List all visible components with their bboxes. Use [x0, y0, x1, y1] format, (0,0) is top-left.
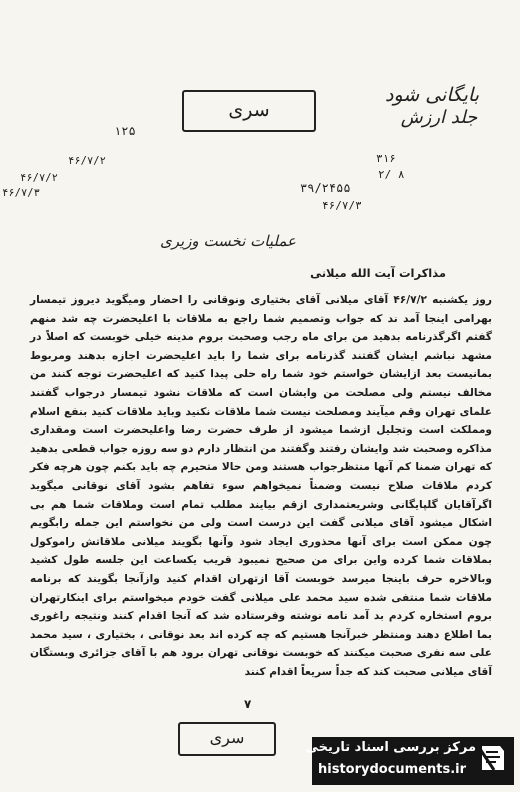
registration-number: ۳۹/۲۴۵۵ — [300, 181, 351, 195]
watermark-banner — [305, 737, 514, 785]
watermark-url: historydocuments.ir — [318, 762, 467, 777]
registration-date: ۴۶/۷/۳ — [322, 199, 362, 212]
handwritten-recipient: عملیات نخست وزیری — [160, 232, 296, 250]
archive-logo-icon — [478, 743, 506, 773]
date-line-2: ۴۶/۷/۲ — [20, 172, 58, 184]
handwritten-note-line-2: جلد ارزش — [400, 107, 478, 128]
date-line-3: ۴۶/۷/۳ — [2, 187, 40, 199]
secret-stamp-bottom: سری — [178, 722, 276, 756]
date-line-1: ۴۶/۷/۲ — [68, 155, 106, 167]
body-paragraph: روز یکشنبه ۴۶/۷/۲ آقای میلانی آقای بختیاری ونوقانی را احضار وميگويد دیروز تیمسار بهرامی اینجا آمد ند که جواب وتصمیم شما راجع به ملاقات با اعلیحضرت چه شد منهم گفتم اگرگذرنامه بدهید من برای ماه رجب وصحبت بروم مدینه خیلی خوبست که اصلاً در مشهد نباشم ایشان گفتند گذرنامه برای شما را باید اعلیحضرت اجازه بدهند ومربوط بمانیست بعد ازایشان خواستم خود شما راه حلی پیدا کنید که اعلیحضرت توجه کنند من مخالف نیستم ولی مصلحت من وایشان است که ملاقات نشود تیمسار درجواب گفتند علمای تهران وقم میآیند ومصلحت نیست شما ملاقات نکنید وباید ملاقات کنید بنفع اسلام ومملکت است وتجلیل ازشما میشود از طرف حضرت رضا واعلیحضرت است ومقداری مذاکره وصحبت شد وایشان رفتند وگفتند من انتظار دارم دو سه روزه جواب قطعی بدهید که تهران ضمنا کم آنها منتظرجواب هستند ومن حالا متحیرم چه باید بکنم چون هرچه فکر کردم ملاقات صلاح نیست وضمناً نمیخواهم سوء تفاهم بشود آقای نوقانی میگوید اگرآقایان گلپایگانی وشریعتمداری ازقم بیایند مطلب تمام است وملاقات شما هم بی اشکال میشود آقای میلانی گفت این درست است ولی من نخواستم این جمله رابگویم چون ممکن است برای آنها محذوری ایجاد شود وآنها بگویند میلانی ملاقاتش راموکول بملاقات شما کرده واین برای من صحیح نمیبود قریب یکساعت این جلسه طول کشید وبالاخره حرف باینجا میرسد خوبست آقا ازتهران اقدام کنید وازآنجا بگویند که برنامه ملاقات شما منتفی شده سید محمد علی میلانی گفت خودم میخواستم برای اینکارتهران بروم استخاره کردم بد آمد نامه نوشته وفرستاده شد که آنجا اقدام کنند ونتیجه راغوری بما اطلاع دهند ومنتظر خبرآنجا هستیم که چه کرده اند بعد نوقانی ، بختیاری ، سید محمد علی سه نفری صحبت میکنند که خوبست نوقانی تهران برود هم با آقای جزائری وبستگان آقای میلانی صحبت کند که جداً سریعاً اقدام کنند — [30, 294, 492, 678]
closing-mark: ۷ — [244, 697, 252, 711]
document-title: مذاکرات آیت الله میلانی — [310, 266, 446, 280]
handwritten-note-line-1: بایگانی شود — [384, 84, 479, 106]
page-number: ۱۲۵ — [114, 124, 136, 138]
reference-number: ۳۱۶ — [376, 152, 396, 165]
secret-stamp-top: سری — [182, 90, 316, 132]
watermark-title: مرکز بررسی اسناد تاریخی — [305, 740, 476, 755]
reference-sub: ۲/ ۸ — [378, 168, 405, 181]
handwritten-note-top — [372, 84, 492, 130]
document-body — [30, 291, 492, 681]
